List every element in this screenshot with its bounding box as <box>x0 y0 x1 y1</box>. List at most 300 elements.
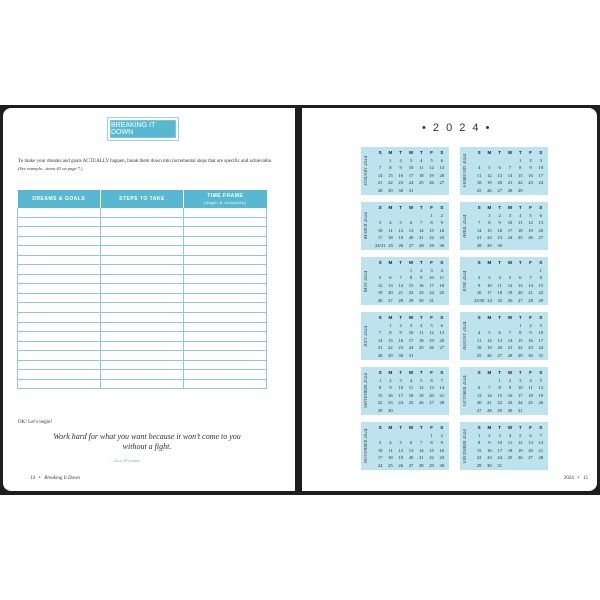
day-cell: 6 <box>430 377 433 383</box>
weekday-label: M <box>487 205 492 210</box>
day-cell <box>416 212 426 220</box>
weekday-label: S <box>477 370 481 375</box>
day-cell: 24 <box>398 400 403 405</box>
table-cell[interactable] <box>101 341 184 351</box>
day-cell: 1 <box>389 322 392 328</box>
day-cell: 18 <box>528 392 533 398</box>
weekday-header <box>375 259 447 267</box>
day-cell: 18 <box>507 447 513 453</box>
month-calendar <box>460 202 548 250</box>
day-cell: 23 <box>439 455 445 460</box>
table-cell[interactable] <box>18 236 101 246</box>
weekday-label: M <box>388 370 393 375</box>
month-name: March 2024 <box>364 212 369 240</box>
table-cell[interactable] <box>18 313 101 323</box>
day-cell: 15 <box>429 447 434 453</box>
day-cell: 9 <box>477 282 481 288</box>
weekday-label: T <box>498 315 502 320</box>
day-cell: 7 <box>529 275 532 280</box>
weekday-label: S <box>539 370 543 375</box>
day-cell: 15 <box>538 282 544 288</box>
day-cell: 21 <box>418 235 424 240</box>
day-cell: 29 <box>429 242 434 248</box>
weekday-label: M <box>388 425 393 430</box>
day-cell: 16 <box>388 392 393 398</box>
day-cell: 6 <box>539 212 542 218</box>
table-cell[interactable] <box>184 246 267 256</box>
day-cell <box>484 322 494 330</box>
day-cell: 21 <box>487 400 492 405</box>
weekday-label: S <box>539 205 543 210</box>
day-cell: 27 <box>408 242 414 248</box>
day-cell: 6 <box>519 275 522 280</box>
month-grid <box>375 149 447 194</box>
day-cell: 29 <box>377 407 383 413</box>
day-cell: 20 <box>439 172 445 178</box>
weekday-label: T <box>498 150 502 155</box>
day-cell <box>505 242 515 250</box>
weekday-label: T <box>419 150 423 155</box>
day-cell: 9 <box>508 385 512 390</box>
weekday-label: W <box>408 260 414 265</box>
day-cell: 6 <box>409 440 413 445</box>
day-cell <box>416 352 426 360</box>
day-cell: 27 <box>538 235 544 240</box>
table-cell[interactable] <box>184 360 267 370</box>
weekday-label: S <box>378 425 382 430</box>
day-cell: 11 <box>408 385 414 390</box>
weekday-label: T <box>518 205 522 210</box>
week-row <box>474 447 546 455</box>
day-cell: 21 <box>507 180 513 185</box>
day-cell <box>396 212 406 220</box>
table-row <box>18 322 267 332</box>
table-cell[interactable] <box>184 227 267 237</box>
day-cell <box>437 297 447 305</box>
table-row <box>18 370 267 380</box>
weekday-label: W <box>507 260 513 265</box>
table-cell[interactable] <box>101 236 184 246</box>
weekday-label: S <box>477 150 481 155</box>
day-cell: 23 <box>507 400 513 405</box>
day-cell <box>396 432 406 440</box>
table-cell[interactable] <box>18 360 101 370</box>
day-cell: 21 <box>418 455 424 460</box>
book-spine <box>295 105 302 495</box>
day-cell: 13 <box>388 282 393 288</box>
day-cell: 5 <box>378 275 382 280</box>
day-cell: 6 <box>498 165 501 170</box>
right-page <box>302 108 597 491</box>
day-cell: 25 <box>388 462 393 468</box>
day-cell: 4 <box>498 275 501 280</box>
weekday-label: S <box>440 260 444 265</box>
day-cell: 20 <box>439 337 445 343</box>
day-cell <box>495 157 505 165</box>
week-row <box>474 462 546 470</box>
weekday-header <box>474 149 546 157</box>
table-row <box>18 284 267 294</box>
table-cell[interactable] <box>184 370 267 380</box>
day-cell: 10 <box>497 440 502 445</box>
day-cell: 30 <box>497 242 502 248</box>
weekday-label: W <box>507 370 513 375</box>
day-cell: 17 <box>429 282 434 288</box>
day-cell: 28 <box>507 187 513 193</box>
month-grid <box>474 424 546 469</box>
day-cell: 26 <box>429 180 434 185</box>
day-cell: 27 <box>439 180 445 185</box>
day-cell <box>484 377 494 385</box>
weekday-label: F <box>529 150 532 155</box>
day-cell: 3 <box>409 322 413 328</box>
table-cell[interactable] <box>101 208 184 217</box>
day-cell: 18 <box>388 235 393 240</box>
weekday-label: T <box>518 260 522 265</box>
day-cell <box>375 157 385 165</box>
day-cell: 13 <box>408 227 414 233</box>
weekday-label: S <box>440 315 444 320</box>
day-cell: 29 <box>487 242 492 248</box>
table-cell[interactable] <box>101 293 184 303</box>
day-cell: 14 <box>487 392 492 398</box>
day-cell: 27 <box>528 455 533 460</box>
table-cell[interactable] <box>101 332 184 342</box>
day-cell: 18 <box>497 290 502 295</box>
day-cell: 11 <box>388 227 393 233</box>
day-cell <box>484 267 494 275</box>
day-cell: 11 <box>419 330 424 335</box>
day-cell: 3 <box>539 322 542 328</box>
day-cell: 23 <box>528 345 533 350</box>
day-cell <box>385 267 395 275</box>
day-cell: 21 <box>538 447 544 453</box>
table-cell[interactable] <box>18 293 101 303</box>
month-calendar <box>361 312 449 360</box>
day-cell: 25 <box>517 235 523 240</box>
table-cell[interactable] <box>18 303 101 313</box>
table-cell[interactable] <box>101 303 184 313</box>
weekday-label: S <box>378 260 382 265</box>
week-row <box>375 432 447 440</box>
table-cell[interactable] <box>184 274 267 284</box>
day-cell: 20 <box>429 392 434 398</box>
day-cell: 26 <box>398 242 404 248</box>
day-cell: 21 <box>377 180 383 185</box>
day-cell: 22 <box>429 235 434 240</box>
table-cell[interactable] <box>184 313 267 323</box>
table-cell[interactable] <box>18 379 101 389</box>
weekday-label: W <box>408 205 414 210</box>
weekday-label: T <box>498 370 502 375</box>
day-cell: 4 <box>508 432 512 438</box>
table-cell[interactable] <box>101 265 184 275</box>
day-cell: 13 <box>517 282 523 288</box>
table-cell[interactable] <box>18 265 101 275</box>
weekday-label: F <box>529 205 532 210</box>
day-cell: 22 <box>476 455 482 460</box>
table-cell[interactable] <box>18 246 101 256</box>
day-cell: 28 <box>507 352 513 358</box>
table-cell[interactable] <box>18 370 101 380</box>
day-cell: 6 <box>440 322 443 328</box>
day-cell: 15 <box>429 227 434 233</box>
week-row <box>375 172 447 180</box>
day-cell: 17 <box>517 392 523 398</box>
day-cell: 28 <box>439 400 445 405</box>
week-row <box>474 337 546 345</box>
day-cell: 4 <box>477 165 481 170</box>
week-row <box>375 179 447 187</box>
day-cell: 30 <box>507 407 513 413</box>
month-grid <box>375 424 447 469</box>
week-row <box>474 172 546 180</box>
table-cell[interactable] <box>18 217 101 227</box>
day-cell: 29 <box>408 297 414 303</box>
week-row <box>474 384 546 392</box>
day-cell: 23/30 <box>474 297 485 303</box>
day-cell: 14 <box>377 337 383 343</box>
day-cell: 14 <box>439 385 445 390</box>
day-cell <box>505 322 515 330</box>
table-cell[interactable] <box>18 208 101 217</box>
section-banner: BREAKING IT DOWN <box>110 120 176 138</box>
day-cell: 18 <box>517 227 523 233</box>
weekday-label: S <box>440 150 444 155</box>
table-cell[interactable] <box>184 341 267 351</box>
lets-begin-text: OK! Let’s begin! <box>18 420 53 425</box>
day-cell: 5 <box>430 157 433 163</box>
weekday-label: T <box>498 425 502 430</box>
table-cell[interactable] <box>18 351 101 361</box>
day-cell: 3 <box>378 440 382 445</box>
day-cell: 18 <box>418 337 424 343</box>
day-cell: 21 <box>476 235 482 240</box>
month-grid <box>375 259 447 304</box>
day-cell: 24 <box>408 180 414 185</box>
table-cell[interactable] <box>101 351 184 361</box>
day-cell: 5 <box>420 377 423 383</box>
day-cell: 27 <box>497 352 502 358</box>
day-cell: 7 <box>420 440 423 445</box>
day-cell <box>525 267 535 275</box>
day-cell: 25 <box>507 455 513 460</box>
day-cell: 2 <box>399 322 402 328</box>
week-row <box>375 157 447 165</box>
day-cell: 5 <box>508 275 512 280</box>
table-cell[interactable] <box>18 255 101 265</box>
day-cell: 8 <box>389 330 392 335</box>
day-cell: 21 <box>439 392 445 398</box>
day-cell: 25 <box>418 345 424 350</box>
table-cell[interactable] <box>184 303 267 313</box>
day-cell <box>406 212 416 220</box>
day-cell: 19 <box>398 235 403 240</box>
week-row <box>474 344 546 352</box>
table-cell[interactable] <box>101 246 184 256</box>
weekday-label: T <box>399 370 403 375</box>
table-cell[interactable] <box>101 379 184 389</box>
day-cell: 20 <box>476 400 482 405</box>
day-cell <box>474 267 484 275</box>
day-cell: 22 <box>487 235 492 240</box>
table-row <box>18 351 267 361</box>
weekday-label: T <box>518 315 522 320</box>
table-cell[interactable] <box>184 351 267 361</box>
day-cell: 18 <box>476 345 482 350</box>
day-cell: 29 <box>517 187 523 193</box>
day-cell: 16 <box>398 172 403 178</box>
weekday-label: T <box>419 315 423 320</box>
day-cell: 25 <box>408 400 414 405</box>
day-cell: 10 <box>377 447 383 453</box>
day-cell: 3 <box>378 220 382 225</box>
day-cell: 1 <box>430 212 433 218</box>
day-cell: 11 <box>388 447 393 453</box>
table-cell[interactable] <box>101 284 184 294</box>
table-cell[interactable] <box>18 227 101 237</box>
week-row <box>474 392 546 400</box>
week-row <box>474 399 546 407</box>
day-cell <box>536 462 546 470</box>
day-cell: 18 <box>439 282 445 288</box>
table-row <box>18 332 267 342</box>
day-cell: 17 <box>408 172 414 178</box>
day-cell: 18 <box>476 180 482 185</box>
table-cell[interactable] <box>18 284 101 294</box>
day-cell <box>406 432 416 440</box>
table-cell[interactable] <box>184 284 267 294</box>
table-row <box>18 265 267 275</box>
day-cell: 10 <box>408 330 414 335</box>
table-row <box>18 341 267 351</box>
day-cell: 2 <box>529 322 532 328</box>
day-cell: 10 <box>538 165 544 170</box>
day-cell: 19 <box>517 447 523 453</box>
table-cell[interactable] <box>184 208 267 217</box>
day-cell: 17 <box>538 172 544 178</box>
weekday-label: S <box>378 205 382 210</box>
day-cell: 30 <box>439 242 445 248</box>
intro-text: To make your dreams and goals ACTUALLY happen, break them down into incremental steps that are specific and achievable. <box>18 159 273 164</box>
day-cell: 2 <box>488 432 491 438</box>
day-cell: 7 <box>477 220 481 225</box>
table-cell[interactable] <box>101 370 184 380</box>
weekday-label: M <box>388 315 393 320</box>
weekday-label: S <box>378 315 382 320</box>
table-row <box>18 303 267 313</box>
table-cell[interactable] <box>101 360 184 370</box>
weekday-label: F <box>529 260 532 265</box>
table-cell[interactable] <box>184 255 267 265</box>
weekday-label: F <box>529 370 532 375</box>
day-cell: 25 <box>476 352 482 358</box>
table-cell[interactable] <box>101 322 184 332</box>
weekday-header <box>375 369 447 377</box>
week-row <box>375 462 447 470</box>
day-cell: 30 <box>398 187 403 193</box>
table-cell[interactable] <box>18 274 101 284</box>
day-cell: 6 <box>498 330 501 335</box>
table-cell[interactable] <box>101 255 184 265</box>
day-cell: 15 <box>497 392 502 398</box>
day-cell: 9 <box>420 275 423 280</box>
day-cell: 27 <box>497 187 502 193</box>
header-time-frame: TIME FRAME (begin & complete) <box>184 190 267 208</box>
day-cell: 24 <box>377 462 383 468</box>
week-row <box>375 377 447 385</box>
day-cell: 26 <box>398 462 403 468</box>
day-cell: 21 <box>377 345 383 350</box>
table-cell[interactable] <box>101 274 184 284</box>
weekday-label: W <box>408 370 414 375</box>
goals-table <box>17 190 267 389</box>
weekday-label: M <box>487 425 492 430</box>
day-cell <box>484 157 494 165</box>
day-cell: 5 <box>539 377 542 383</box>
day-cell: 16 <box>439 447 445 453</box>
day-cell: 20 <box>538 227 544 233</box>
day-cell: 7 <box>420 220 423 225</box>
day-cell <box>536 242 546 250</box>
day-cell <box>437 407 447 415</box>
weekday-label: M <box>388 150 393 155</box>
day-cell: 4 <box>389 440 392 445</box>
table-row <box>18 255 267 265</box>
month-name: December 2024 <box>463 429 468 463</box>
table-cell[interactable] <box>18 341 101 351</box>
week-row <box>474 179 546 187</box>
day-cell <box>505 157 515 165</box>
day-cell: 19 <box>487 345 492 350</box>
table-cell[interactable] <box>184 322 267 332</box>
table-cell[interactable] <box>101 227 184 237</box>
day-cell: 20 <box>408 455 414 460</box>
month-name: July 2024 <box>364 325 369 347</box>
week-row <box>474 267 546 275</box>
table-cell[interactable] <box>101 217 184 227</box>
week-row <box>474 234 546 242</box>
day-cell: 9 <box>498 220 501 225</box>
weekday-label: M <box>487 315 492 320</box>
day-cell: 30 <box>439 462 445 468</box>
table-cell[interactable] <box>18 322 101 332</box>
table-cell[interactable] <box>184 379 267 389</box>
day-cell: 16 <box>497 227 502 233</box>
day-cell: 29 <box>429 462 434 468</box>
day-cell: 15 <box>476 447 482 453</box>
day-cell: 25 <box>418 180 424 185</box>
table-row <box>18 246 267 256</box>
table-cell[interactable] <box>184 236 267 246</box>
table-cell[interactable] <box>184 217 267 227</box>
day-cell: 5 <box>430 322 433 328</box>
weekday-label: W <box>507 150 513 155</box>
day-cell <box>536 187 546 195</box>
table-cell[interactable] <box>18 332 101 342</box>
day-cell: 26 <box>429 345 434 350</box>
day-cell: 26 <box>507 297 513 303</box>
table-cell[interactable] <box>101 313 184 323</box>
table-cell[interactable] <box>184 293 267 303</box>
day-cell: 8 <box>430 220 433 225</box>
week-row <box>375 187 447 195</box>
day-cell: 27 <box>476 407 482 413</box>
table-cell[interactable] <box>184 332 267 342</box>
table-cell[interactable] <box>184 265 267 275</box>
day-cell: 1 <box>409 267 413 273</box>
day-cell: 11 <box>497 282 502 288</box>
